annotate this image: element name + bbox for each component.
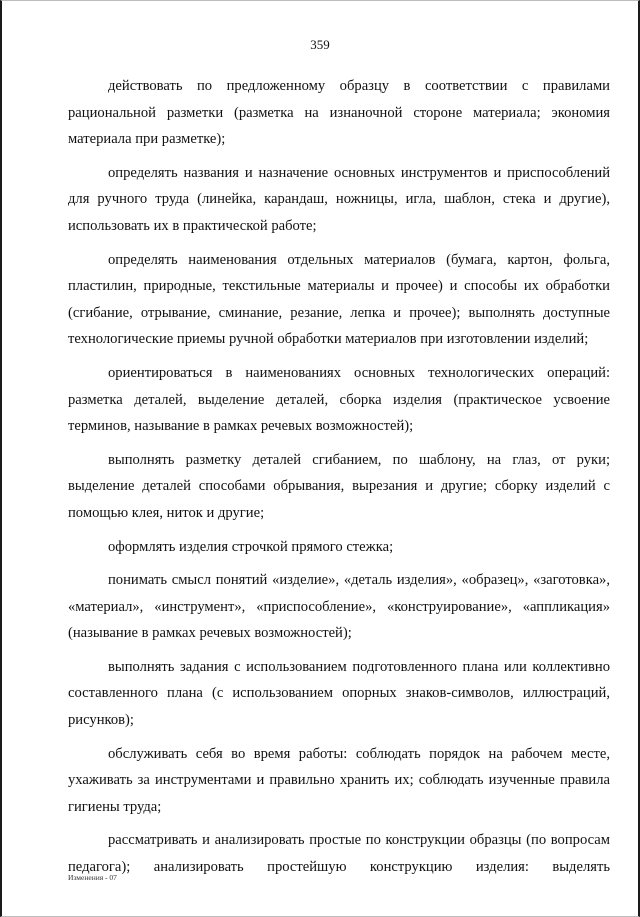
paragraph-markup-rules: действовать по предложенному образцу в соответствии с правилами рациональной разметки (разметка на изнаночной стороне материала; экономия материала при разметке); bbox=[68, 78, 610, 148]
paragraph-self-service: обслуживать себя во время работы: соблюдать порядок на рабочем месте, ухаживать за инструментами и правильно хранить их; соблюдать изученные правила гигиены труда; bbox=[68, 745, 610, 815]
paragraph-concepts: понимать смысл понятий «изделие», «деталь изделия», «образец», «заготовка», «материал», «инструмент», «приспособление», «конструирование», «аппликация» (называние в рамках речевых возможностей); bbox=[68, 572, 610, 642]
paragraph-operations: ориентироваться в наименованиях основных технологических операций: разметка деталей, выделение деталей, сборка изделия (практическое усвоение терминов, называние в рамках речевых возможностей); bbox=[68, 364, 610, 435]
paragraph-marking-details: выполнять разметку деталей сгибанием, по шаблону, на глаз, от руки; выделение деталей способами обрывания, вырезания и другие; сборку изделий с помощью клея, ниток и другие; bbox=[68, 451, 610, 521]
paragraph-analysis: рассматривать и анализировать простые по конструкции образцы (по вопросам педагога); анализировать простейшую конструкцию изделия: выделять bbox=[68, 832, 610, 876]
page-content bbox=[68, 73, 610, 888]
page-number: 359 bbox=[310, 37, 330, 52]
paragraph-plan-tasks: выполнять задания с использованием подготовленного плана или коллективно составленного плана (с использованием опорных знаков-символов, иллюстраций, рисунков); bbox=[68, 658, 610, 729]
footer-revision-note: Изменения - 07 bbox=[68, 873, 117, 882]
paragraph-materials: определять наименования отдельных материалов (бумага, картон, фольга, пластилин, природные, текстильные материалы и прочее) и способы их обработки (сгибание, отрывание, сминание, резание, лепка и прочее); выполнять доступные технологические приемы ручной обработки материалов при изготовлении изделий; bbox=[68, 251, 610, 348]
paragraph-tools: определять названия и назначение основных инструментов и приспособлений для ручного труда (линейка, карандаш, ножницы, игла, шаблон, стека и другие), использовать их в практической работе; bbox=[68, 164, 610, 234]
paragraph-stitching: оформлять изделия строчкой прямого стежка; bbox=[108, 538, 394, 555]
